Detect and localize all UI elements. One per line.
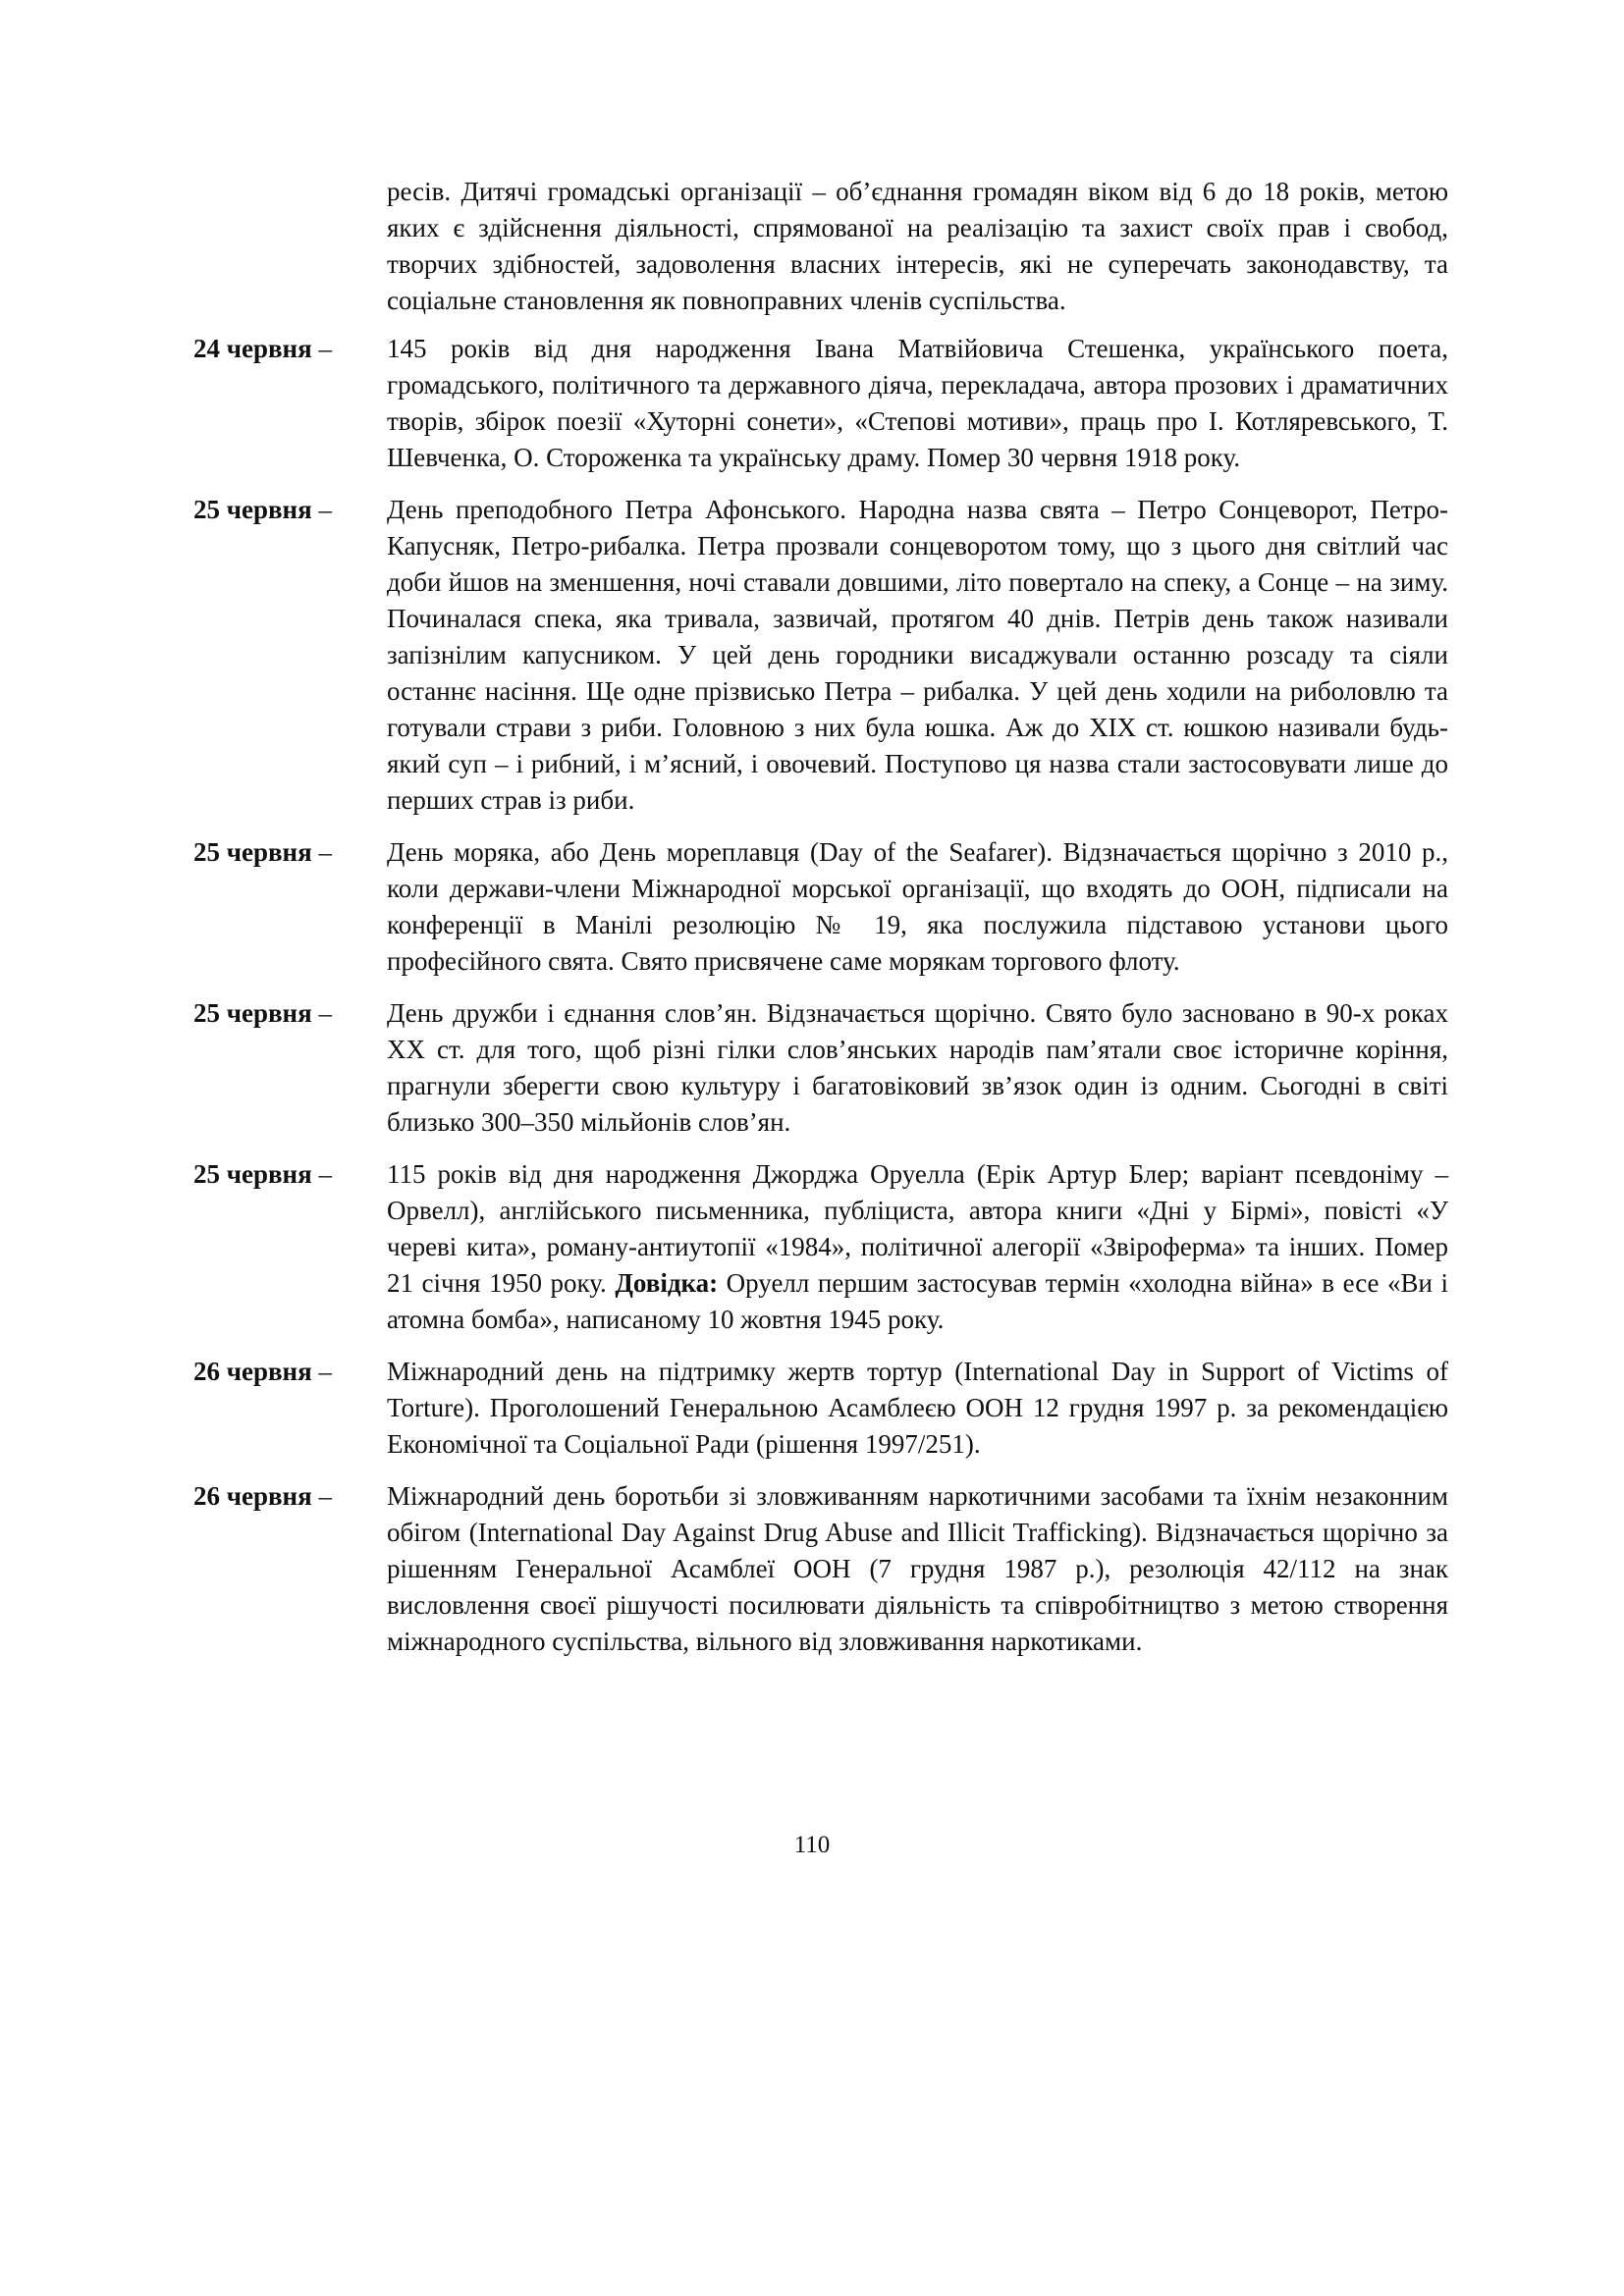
entry-text: 115 років від дня народження Джорджа Оруелла (Ерік Артур Блер; варіант псевдоніму – Орвелл), англійського письменника, публіциста, автора книги «Дні у Бірмі», повісті «У череві кита», роману-антиутопії «1984», політичної алегорії «Звіроферма» та інших. Помер 21 січня 1950 року. [387, 1159, 1448, 1298]
calendar-entry [193, 995, 1448, 1141]
calendar-entry [193, 492, 1448, 819]
entry-dash: – [311, 837, 332, 867]
entry-text: День моряка, або День мореплавця (Day of the Seafarer). Відзначається щорічно з 2010 р., коли держави-члени Міжнародної морської організації, що входять до ООН, підписали на конференції в Манілі резолюцію № 19, яка послужила підставою установи цього професійного свята. Свято присвячене саме морякам торгового флоту. [387, 837, 1448, 976]
entry-text: День дружби і єднання слов’ян. Відзначається щорічно. Свято було засновано в 90-х роках XX ст. для того, щоб різні гілки слов’янських народів пам’ятали своє історичне коріння, прагнули зберегти свою культуру і багатовіковий зв’язок один із одним. Сьогодні в світі близько 300–350 мільйонів слов’ян. [387, 998, 1448, 1137]
entry-text: Міжнародний день на підтримку жертв тортур (International Day in Support of Victims of Torture). Проголошений Генеральною Асамблеєю ООН 12 грудня 1997 р. за рекомендацією Економічної та Соціальної Ради (рішення 1997/251). [387, 1357, 1448, 1459]
entry-dash: – [311, 1159, 332, 1189]
note-text: Оруелл першим застосував термін «холодна війна» в есе «Ви і атомна бомба», написаному 10 жовтня 1945 року. [387, 1268, 1449, 1334]
entry-date: 24 червня – [193, 334, 332, 363]
entry-text: 145 років від дня народження Івана Матвійовича Стешенка, українського поета, громадського, політичного та державного діяча, перекладача, автора прозових і драматичних творів, збірок поезії «Хуторні сонети», «Степові мотиви», праць про І. Котляревського, Т. Шевченка, О. Стороженка та українську драму. Помер 30 червня 1918 року. [387, 334, 1448, 472]
entry-dash: – [311, 495, 332, 524]
note-label: Довідка: [615, 1268, 719, 1298]
entry-dash: – [311, 1481, 332, 1511]
entry-date: 25 червня – [193, 998, 332, 1028]
page-number: 110 [793, 1832, 831, 1858]
calendar-entry [193, 834, 1448, 980]
calendar-entry [193, 1354, 1448, 1463]
entry-date: 25 червня – [193, 837, 332, 867]
entry-text: День преподобного Петра Афонського. Народна назва свята – Петро Сонцеворот, Петро-Капусняк, Петро-рибалка. Петра прозвали сонцеворотом тому, що з цього дня світлий час доби йшов на зменшення, ночі ставали довшими, літо повертало на спеку, а Сонце – на зиму. Починалася спека, яка тривала, зазвичай, протягом 40 днів. Петрів день також називали запізнілим капусником. У цей день городники висаджували останню розсаду та сіяли останнє насіння. Ще одне прізвисько Петра – рибалка. У цей день ходили на риболовлю та готували страви з риби. Головною з них була юшка. Аж до XIX ст. юшкою називали будь-який суп – і рибний, і м’ясний, і овочевий. Поступово ця назва стали застосовувати лише до перших страв із риби. [387, 495, 1448, 815]
entry-text: Міжнародний день боротьби зі зловживанням наркотичними засобами та їхнім незаконним обігом (International Day Against Drug Abuse and Illicit Trafficking). Відзначається щорічно за рішенням Генеральної Асамблеї ООН (7 грудня 1987 р.), резолюція 42/112 на знак висловлення своєї рішучості посилювати діяльність та співробітництво з метою створення міжнародного суспільства, вільного від зловживання наркотиками. [387, 1481, 1448, 1656]
calendar-entry [193, 1156, 1448, 1338]
entry-date: 25 червня – [193, 1159, 332, 1189]
calendar-entry [193, 331, 1448, 476]
continuation-paragraph: ресів. Дитячі громадські організації – об’єднання громадян віком від 6 до 18 років, метою яких є здійснення діяльності, спрямованої на реалізацію та захист своїх прав і свобод, творчих здібностей, задоволення власних інтересів, які не суперечать законодавству, та соціальне становлення як повноправних членів суспільства. [387, 177, 1448, 315]
entry-date: 26 червня – [193, 1357, 332, 1386]
page-content [193, 147, 1448, 1676]
calendar-entry [193, 1478, 1448, 1660]
entry-date: 25 червня – [193, 495, 332, 524]
entry-dash: – [311, 1357, 332, 1386]
entry-date: 26 червня – [193, 1481, 332, 1511]
entry-dash: – [311, 998, 332, 1028]
entry-dash: – [311, 334, 332, 363]
